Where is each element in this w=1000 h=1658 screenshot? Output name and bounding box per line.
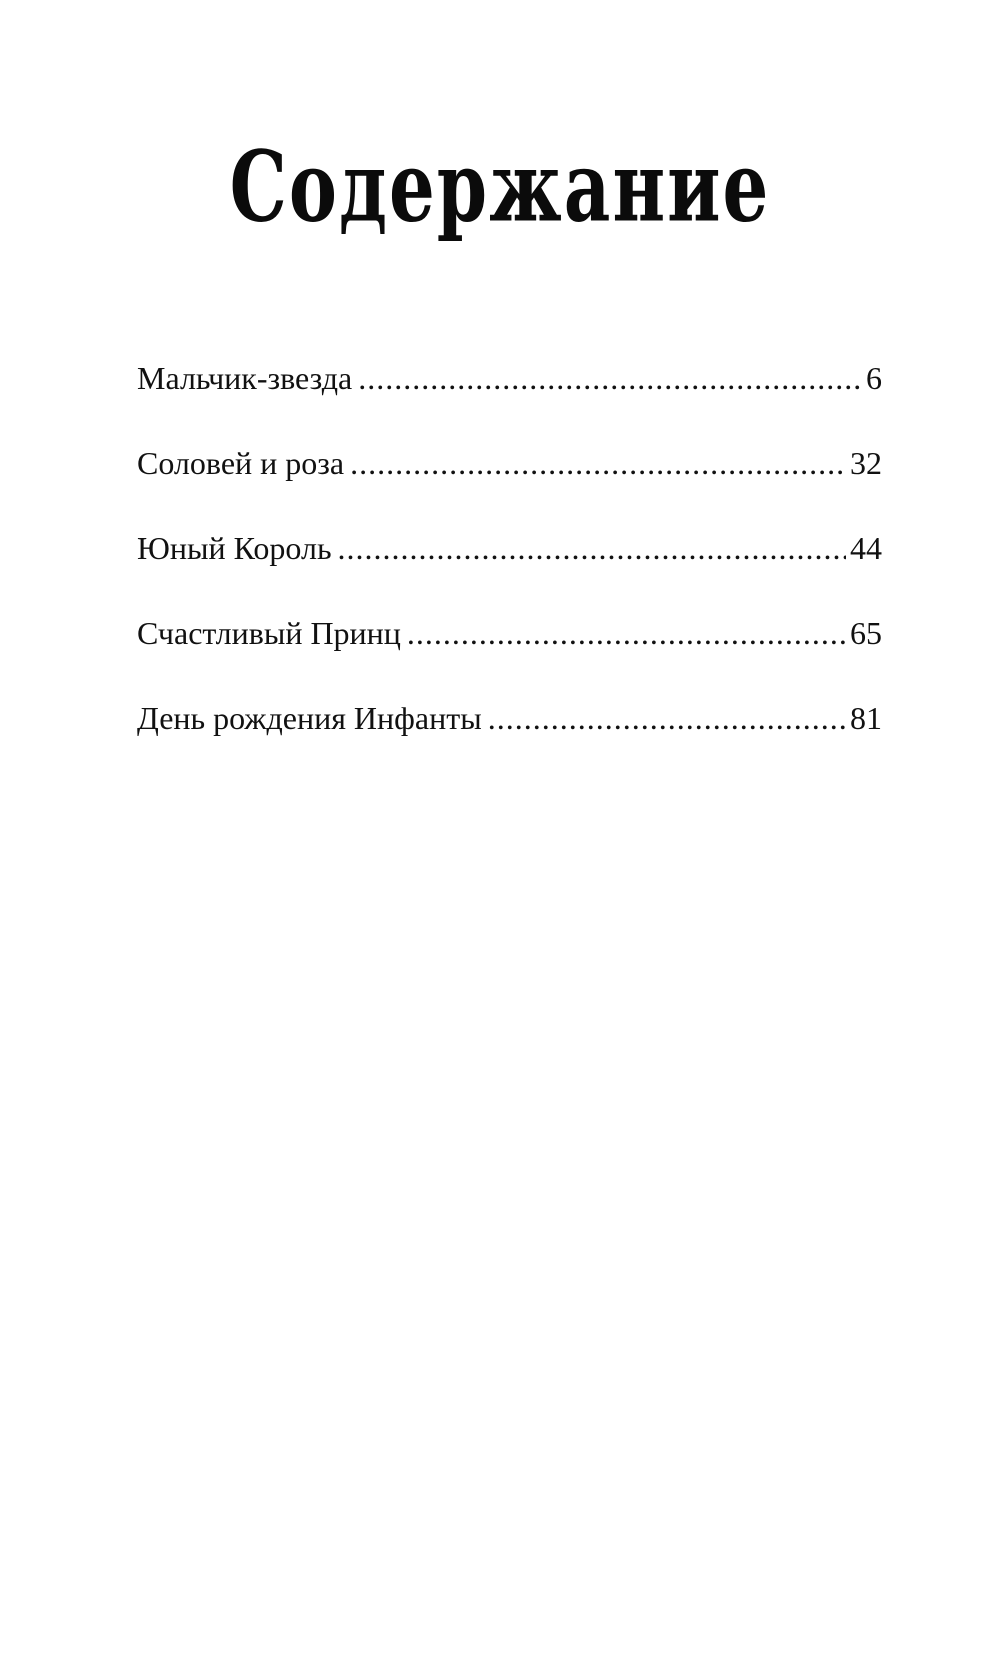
table-of-contents: [137, 358, 882, 783]
toc-entry[interactable]: [137, 613, 882, 698]
toc-entry[interactable]: [137, 528, 882, 613]
toc-entry[interactable]: [137, 443, 882, 528]
dot-leader: [358, 358, 862, 398]
toc-entry-page-number: 32: [850, 445, 882, 481]
toc-entry-page-number: 44: [850, 530, 882, 566]
toc-entry-title: День рождения Инфанты: [137, 700, 482, 736]
page-title: Содержание: [229, 128, 771, 244]
dot-leader: [350, 443, 846, 483]
dot-leader: [407, 613, 846, 653]
dot-leader: [338, 528, 846, 568]
dot-leader: [488, 698, 846, 738]
toc-entry-title: Юный Король: [137, 530, 332, 566]
toc-entry[interactable]: [137, 358, 882, 443]
toc-entry-page-number: 81: [850, 700, 882, 736]
toc-entry[interactable]: [137, 698, 882, 783]
toc-entry-page-number: 65: [850, 615, 882, 651]
toc-entry-title: Соловей и роза: [137, 445, 345, 481]
toc-entry-title: Мальчик-звезда: [137, 360, 353, 396]
toc-entry-page-number: 6: [866, 360, 882, 396]
toc-entry-title: Счастливый Принц: [137, 615, 401, 651]
